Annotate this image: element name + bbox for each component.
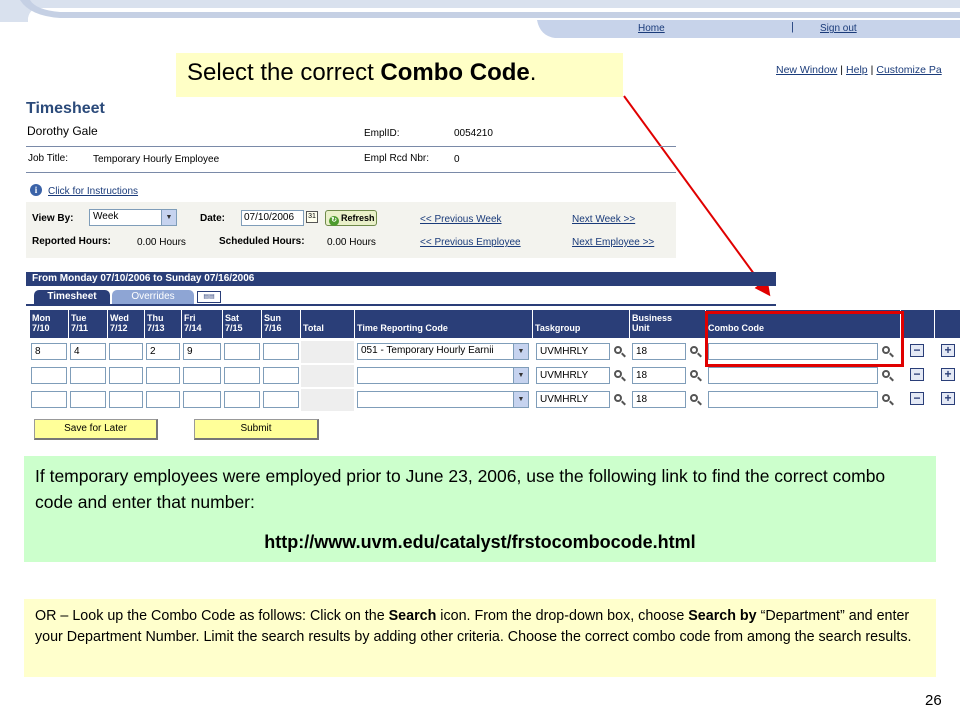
- hours-input-tue[interactable]: [70, 391, 106, 408]
- hours-input-sat[interactable]: [224, 391, 260, 408]
- emplid-label: EmplID:: [364, 128, 400, 139]
- hours-input-fri[interactable]: [183, 391, 221, 408]
- col-delete-header: [901, 310, 934, 338]
- page-title: Timesheet: [26, 100, 105, 117]
- hours-input-wed[interactable]: [109, 391, 143, 408]
- col-day-date: 7/10: [32, 323, 50, 333]
- col-day-name: Wed: [110, 313, 129, 323]
- hours-input-fri[interactable]: [183, 367, 221, 384]
- emplid-value: 0054210: [454, 128, 493, 139]
- trc-select[interactable]: [357, 343, 529, 360]
- hours-input-sat[interactable]: [224, 343, 260, 360]
- col-day-name: Sat: [225, 313, 240, 323]
- add-row-icon[interactable]: +: [941, 368, 955, 381]
- next-employee-link[interactable]: Next Employee >>: [572, 237, 655, 248]
- note-bold-search-by: Search by: [688, 608, 757, 624]
- col-mon-header: [30, 310, 68, 338]
- header-separator: |: [791, 21, 794, 33]
- view-by-select[interactable]: [89, 209, 177, 226]
- delete-row-icon[interactable]: −: [910, 368, 924, 381]
- add-row-icon[interactable]: +: [941, 392, 955, 405]
- date-input[interactable]: 07/10/2006: [241, 210, 304, 226]
- callout-prefix: Select the correct: [187, 59, 381, 86]
- hours-input-sun[interactable]: [263, 343, 299, 360]
- hours-input-sun[interactable]: [263, 367, 299, 384]
- col-day-date: 7/13: [147, 323, 165, 333]
- combo-code-url[interactable]: http://www.uvm.edu/catalyst/frstocombocode.html: [264, 532, 696, 552]
- col-day-name: Mon: [32, 313, 51, 323]
- help-link[interactable]: Help: [846, 64, 868, 76]
- trc-select[interactable]: [357, 391, 529, 408]
- employee-name: Dorothy Gale: [27, 124, 98, 138]
- search-icon[interactable]: [689, 346, 701, 358]
- col-wed-header: [108, 310, 144, 338]
- refresh-label: Refresh: [341, 213, 375, 223]
- col-bu-line: Business: [632, 313, 673, 323]
- combo-code-input[interactable]: [708, 367, 878, 384]
- hours-input-tue[interactable]: [70, 367, 106, 384]
- empl-rcd-label: Empl Rcd Nbr:: [364, 153, 430, 164]
- delete-row-icon[interactable]: −: [910, 344, 924, 357]
- tab-underline: [26, 304, 776, 306]
- instructions-link[interactable]: Click for Instructions: [48, 186, 139, 197]
- col-sat-header: [223, 310, 261, 338]
- save-for-later-button[interactable]: Save for Later: [34, 419, 158, 440]
- combo-code-input[interactable]: [708, 391, 878, 408]
- col-day-name: Sun: [264, 313, 281, 323]
- hours-input-tue[interactable]: 4: [70, 343, 106, 360]
- hours-input-mon[interactable]: 8: [31, 343, 67, 360]
- trc-value: 051 - Temporary Hourly Earnii: [361, 345, 494, 356]
- hours-input-wed[interactable]: [109, 367, 143, 384]
- col-combo-code-header: Combo Code: [706, 310, 900, 338]
- show-all-columns-icon[interactable]: ▤▤: [197, 291, 221, 303]
- taskgroup-input[interactable]: UVMHRLY: [536, 367, 610, 384]
- slide-number: 26: [925, 692, 942, 709]
- customize-page-link[interactable]: Customize Pa: [876, 64, 942, 76]
- col-day-name: Tue: [71, 313, 87, 323]
- chevron-down-icon: ▼: [161, 210, 176, 225]
- divider: [26, 172, 676, 173]
- note-bold-search: Search: [388, 608, 437, 624]
- link-separator: |: [870, 64, 874, 76]
- search-icon[interactable]: [689, 394, 701, 406]
- job-title-value: Temporary Hourly Employee: [93, 154, 220, 165]
- search-icon[interactable]: [881, 394, 893, 406]
- view-by-label: View By:: [32, 213, 74, 224]
- previous-week-link[interactable]: << Previous Week: [420, 214, 502, 225]
- hours-input-sun[interactable]: [263, 391, 299, 408]
- combo-code-highlight: [705, 311, 904, 367]
- taskgroup-input[interactable]: UVMHRLY: [536, 391, 610, 408]
- business-unit-input[interactable]: 18: [632, 367, 686, 384]
- col-taskgroup-header: Taskgroup: [533, 310, 629, 338]
- calendar-icon[interactable]: 31: [306, 211, 318, 223]
- callout-suffix: .: [529, 59, 537, 86]
- chevron-down-icon: ▼: [513, 368, 528, 383]
- view-by-value: Week: [93, 211, 119, 222]
- col-day-name: Fri: [184, 313, 196, 323]
- search-icon[interactable]: [613, 346, 625, 358]
- col-bu-line: Unit: [632, 323, 650, 333]
- hours-input-thu[interactable]: [146, 367, 180, 384]
- hours-input-fri[interactable]: 9: [183, 343, 221, 360]
- chevron-down-icon: ▼: [513, 344, 528, 359]
- yellow-note-text: [35, 606, 925, 648]
- scheduled-hours-label: Scheduled Hours:: [219, 236, 305, 247]
- scheduled-hours-value: 0.00 Hours: [327, 237, 376, 248]
- hours-input-wed[interactable]: [109, 343, 143, 360]
- hours-input-thu[interactable]: [146, 391, 180, 408]
- col-add-header: [935, 310, 960, 338]
- tab-overrides[interactable]: Overrides: [112, 290, 194, 304]
- col-day-date: 7/14: [184, 323, 202, 333]
- business-unit-input[interactable]: 18: [632, 343, 686, 360]
- note-segment: OR – Look up the Combo Code as follows: Click on the: [35, 608, 389, 624]
- col-day-date: 7/11: [71, 323, 89, 333]
- new-window-link[interactable]: New Window: [776, 64, 838, 76]
- empl-rcd-value: 0: [454, 154, 460, 165]
- info-icon: i: [30, 184, 42, 196]
- search-icon[interactable]: [613, 394, 625, 406]
- link-separator: |: [840, 64, 844, 76]
- total-cell: [301, 389, 354, 411]
- col-business-unit-header: [630, 310, 705, 338]
- total-cell: [301, 365, 354, 387]
- submit-button[interactable]: Submit: [194, 419, 319, 440]
- divider: [26, 146, 676, 147]
- period-range-bar: From Monday 07/10/2006 to Sunday 07/16/2006: [26, 272, 776, 286]
- chevron-down-icon: ▼: [513, 392, 528, 407]
- home-link[interactable]: Home: [638, 23, 665, 34]
- refresh-icon: ↻: [329, 216, 339, 226]
- reported-hours-value: 0.00 Hours: [137, 237, 186, 248]
- refresh-button[interactable]: [325, 210, 377, 226]
- hours-input-thu[interactable]: 2: [146, 343, 180, 360]
- previous-employee-link[interactable]: << Previous Employee: [420, 237, 521, 248]
- delete-row-icon[interactable]: −: [910, 392, 924, 405]
- search-icon[interactable]: [613, 370, 625, 382]
- col-sun-header: [262, 310, 300, 338]
- hours-input-mon[interactable]: [31, 367, 67, 384]
- search-icon[interactable]: [881, 370, 893, 382]
- total-cell: [301, 341, 354, 363]
- col-total-header: Total: [301, 310, 354, 338]
- green-note-text: If temporary employees were employed prior to June 23, 2006, use the following link to find the correct combo code and enter that number:: [35, 466, 886, 512]
- trc-select[interactable]: [357, 367, 529, 384]
- col-tue-header: [69, 310, 107, 338]
- col-trc-header: Time Reporting Code: [355, 310, 532, 338]
- hours-input-mon[interactable]: [31, 391, 67, 408]
- add-row-icon[interactable]: +: [941, 344, 955, 357]
- col-day-name: Thu: [147, 313, 164, 323]
- col-day-date: 7/15: [225, 323, 243, 333]
- tab-timesheet[interactable]: Timesheet: [34, 290, 110, 304]
- business-unit-input[interactable]: 18: [632, 391, 686, 408]
- callout-bold: Combo Code: [380, 59, 530, 86]
- next-week-link[interactable]: Next Week >>: [572, 214, 636, 225]
- note-segment: icon. From the drop-down box, choose: [436, 608, 689, 624]
- col-day-date: 7/16: [264, 323, 282, 333]
- job-title-label: Job Title:: [28, 153, 69, 164]
- reported-hours-label: Reported Hours:: [32, 236, 111, 247]
- taskgroup-input[interactable]: UVMHRLY: [536, 343, 610, 360]
- col-day-date: 7/12: [110, 323, 128, 333]
- date-label: Date:: [200, 213, 226, 224]
- col-fri-header: [182, 310, 222, 338]
- hours-input-sat[interactable]: [224, 367, 260, 384]
- sign-out-link[interactable]: Sign out: [820, 23, 857, 34]
- col-thu-header: [145, 310, 181, 338]
- note-segment: “Department” and enter your Department Number. Limit the search results by adding other criteria. Choose the correct combo code from among the search results.: [35, 608, 912, 645]
- search-icon[interactable]: [689, 370, 701, 382]
